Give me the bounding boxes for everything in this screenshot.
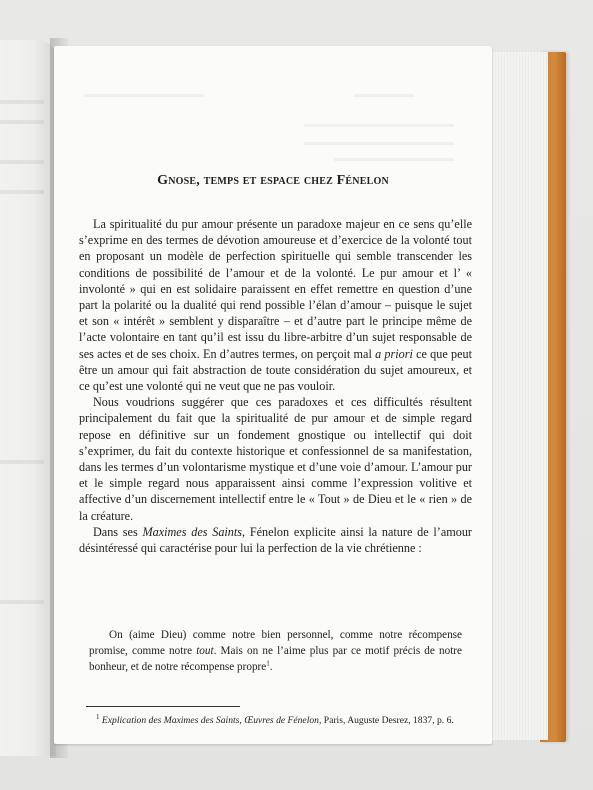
chapter-title: Gnose, temps et espace chez Fénelon (157, 173, 389, 188)
block-quote (89, 627, 462, 675)
text-run: , Paris, Auguste Desrez, 1837, p. 6. (318, 715, 454, 726)
ghost-line (0, 100, 44, 104)
paragraph (79, 216, 472, 394)
footnote-rule (86, 706, 240, 707)
ghost-line (0, 600, 44, 604)
text-run: Dans ses (93, 524, 143, 539)
paragraph (79, 524, 472, 556)
footnote-marker: 1 (266, 659, 270, 668)
italic-run: Œuvres de Fénelon (244, 715, 319, 726)
text-run: Nous voudrions suggérer que ces paradoxes et ces difficultés résultent principalement du fait que la spiritualité de pur amour et de simple regard repose en définitive sur un fondement gnostique ou intellectif qui doit s’exprimer, du fait du contexte historique et confessionnel de sa manifestation, dans les termes d’un volontarisme mystique et d’une voie d’amour. L’amour pur et le simple regard nous apparaissent ainsi comme l’expression volitive et affective d’un discernement intellectif entre le « Tout » de Dieu et le « rien » de la créature. (79, 395, 472, 523)
italic-run: a priori (375, 346, 413, 361)
ghost-line (0, 120, 44, 124)
show-through (334, 158, 454, 161)
show-through (304, 124, 454, 127)
facing-page (0, 40, 56, 756)
text-run: On (aime Dieu) comme notre bien personnel, comme notre récompense promise, comme notre (89, 629, 462, 657)
ghost-line (0, 460, 44, 464)
ghost-line (0, 190, 44, 194)
body-text (79, 216, 472, 556)
text-run: . Mais on ne l’aime plus par ce motif précis de notre bonheur, et de notre récompense propre (89, 645, 462, 673)
text-run: , (239, 715, 245, 726)
quote-text (89, 627, 462, 675)
footnote (86, 714, 466, 727)
show-through (84, 94, 204, 97)
italic-run: tout (196, 645, 214, 657)
book-page (54, 46, 492, 744)
italic-run: Maximes des Saints (142, 524, 243, 539)
italic-run: Explication des Maximes des Saints (101, 715, 240, 726)
show-through (354, 94, 414, 97)
footnote-text (86, 714, 466, 727)
paragraph (79, 394, 472, 524)
text-run: ce que peut être un amour qui fait abstraction de toute considération du sujet amoureux, et ce qu’est une volonté qui ne veut que ne pas vouloir. (79, 346, 472, 394)
text-run: La spiritualité du pur amour présente un paradoxe majeur en ce sens qu’elle s’exprime en des termes de dévotion amoureuse et d’exercice de la volonté tout en proposant un modèle de perfection spirituelle qui semble transcender les conditions de possibilité de l’amour et de la volonté. Le pur amour et l’ « involonté » qui en est solidaire paraissent en effet remettre en question d’une part la polarité ou la dualité qui rend possible l’élan d’amour – puisque le sujet et son « intérêt » semblent y disparaître – et d’autre part le principe même de l’acte volontaire en tant qu’il est issu du libre-arbitre d’un sujet responsable de ses actes et de ses choix. En d’autres termes, on perçoit mal (79, 217, 472, 361)
show-through (304, 142, 454, 145)
text-run: , Fénelon explicite ainsi la nature de l’amour désintéressé qui caractérise pour lui la perfection de la vie chrétienne : (79, 524, 472, 556)
text-run: . (269, 661, 273, 673)
footnote-marker: 1 (96, 712, 100, 721)
ghost-line (0, 160, 44, 164)
